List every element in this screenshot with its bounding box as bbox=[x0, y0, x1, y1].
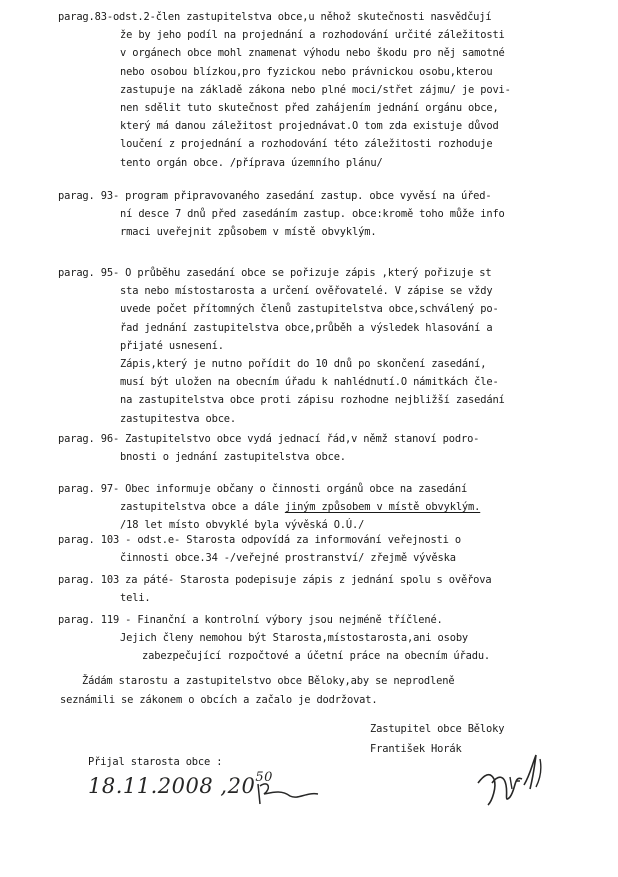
paragraph-95 bbox=[58, 264, 610, 428]
paragraph-line: parag. 96- Zastupitelstvo obce vydá jednací řád,v němž stanoví podro- bbox=[58, 433, 480, 445]
paragraph-line: teli. bbox=[120, 592, 151, 605]
paragraph-line: přijaté usnesení. bbox=[120, 339, 224, 352]
paragraph-line: že by jeho podíl na projednání a rozhodování určité záležitosti bbox=[120, 29, 505, 42]
closing-line: seznámili se zákonem o obcích a začalo je dodržovat. bbox=[60, 694, 378, 706]
paragraph-line: tento orgán obce. /příprava územního plánu/ bbox=[120, 156, 383, 169]
paragraph-line: činnosti obce.34 -/veřejné prostranství/ zřejmě vývěska bbox=[120, 552, 456, 565]
paragraph-line: parag. 103 za páté- Starosta podepisuje zápis z jednání spolu s ověřova bbox=[58, 574, 492, 586]
paragraph-line: musí být uložen na obecním úřadu k nahlédnutí.O námitkách čle- bbox=[120, 376, 499, 389]
paragraph-line: parag. 97- Obec informuje občany o činnosti orgánů obce na zasedání bbox=[58, 483, 468, 495]
paragraph-line: ní desce 7 dnů před zasedáním zastup. obce:kromě toho může info bbox=[120, 208, 505, 221]
paragraph-line: parag. 95- O průběhu zasedání obce se pořizuje zápis ,který pořizuje st bbox=[58, 267, 492, 279]
paragraph-line: /18 let místo obvyklé byla vývěská O.Ú./ bbox=[120, 519, 365, 532]
paragraph-line: loučení z projednání a rozhodování této záležitosti rozhoduje bbox=[120, 138, 493, 151]
signature-title: Zastupitel obce Běloky bbox=[370, 723, 505, 735]
paragraph-line: nen sdělit tuto skutečnost před zahájením jednání orgánu obce, bbox=[120, 101, 499, 114]
closing-line: Žádám starostu a zastupitelstvo obce Běloky,aby se neprodleně bbox=[82, 675, 455, 687]
paragraph-line: Zápis,který je nutno pořídit do 10 dnů po skončení zasedání, bbox=[120, 357, 487, 370]
initials-scribble-icon bbox=[254, 778, 324, 808]
paragraph-line: Jejich členy nemohou být Starosta,místostarosta,ani osoby bbox=[120, 632, 469, 645]
received-handwritten-date bbox=[88, 770, 273, 798]
received-date: 18.11.2008 , bbox=[88, 774, 228, 798]
paragraph-line: zastupitestva obce. bbox=[120, 412, 237, 425]
paragraph-line: nebo osobou blízkou,pro fyzickou nebo právnickou osobu,kterou bbox=[120, 65, 493, 78]
paragraph-line: rmaci uveřejnit způsobem v místě obvyklým. bbox=[120, 226, 377, 239]
received-time: 20 bbox=[227, 774, 256, 798]
closing-request bbox=[60, 672, 455, 710]
paragraph-line: parag. 93- program připravovaného zasedání zastup. obce vyvěsí na úřed- bbox=[58, 190, 492, 202]
paragraph-line: sta nebo místostarosta a určení ověřovatelé. V zápise se vždy bbox=[120, 285, 493, 298]
paragraph-103-5 bbox=[58, 571, 610, 607]
handwritten-signature-icon bbox=[470, 745, 570, 815]
paragraph-83 bbox=[58, 8, 610, 172]
paragraph-line: zabezpečující rozpočtové a účetní práce na obecním úřadu. bbox=[142, 650, 491, 663]
paragraph-line: který má danou záležitost projednávat.O tom zda existuje důvod bbox=[120, 120, 499, 133]
paragraph-line: bnosti o jednání zastupitelstva obce. bbox=[120, 451, 346, 464]
paragraph-line: v orgánech obce mohl znamenat výhodu nebo škodu pro něj samotné bbox=[120, 47, 505, 60]
underlined-phrase: jiným způsobem v místě obvyklým. bbox=[284, 501, 481, 514]
paragraph-line: parag. 119 - Finanční a kontrolní výbory jsou nejméně tříčlené. bbox=[58, 614, 443, 626]
paragraph-96 bbox=[58, 430, 610, 466]
paragraph-line: parag. 103 - odst.e- Starosta odpovídá za informování veřejnosti o bbox=[58, 534, 461, 546]
paragraph-line: uvede počet přítomných členů zastupitelstva obce,schválený po- bbox=[120, 303, 499, 316]
paragraph-97 bbox=[58, 480, 610, 535]
signature-name: František Horák bbox=[370, 743, 462, 755]
paragraph-line: na zastupitelstva obce proti zápisu rozhodne nejbližší zasedání bbox=[120, 394, 505, 407]
received-label: Přijal starosta obce : bbox=[88, 756, 223, 768]
paragraph-93 bbox=[58, 187, 610, 242]
paragraph-line bbox=[58, 498, 610, 516]
paragraph-line-prefix: zastupitelstva obce a dále bbox=[120, 501, 285, 514]
paragraph-line: zastupuje na základě zákona nebo plné moci/střet zájmu/ je povi- bbox=[120, 83, 511, 96]
paragraph-line: parag.83-odst.2-člen zastupitelstva obce,u něhož skutečnosti nasvědčují bbox=[58, 11, 492, 23]
received-time-minutes: 50 bbox=[255, 770, 273, 785]
paragraph-103-e bbox=[58, 531, 610, 567]
paragraph-119 bbox=[58, 611, 610, 666]
paragraph-line: řad jednání zastupitelstva obce,průběh a výsledek hlasování a bbox=[120, 321, 493, 334]
